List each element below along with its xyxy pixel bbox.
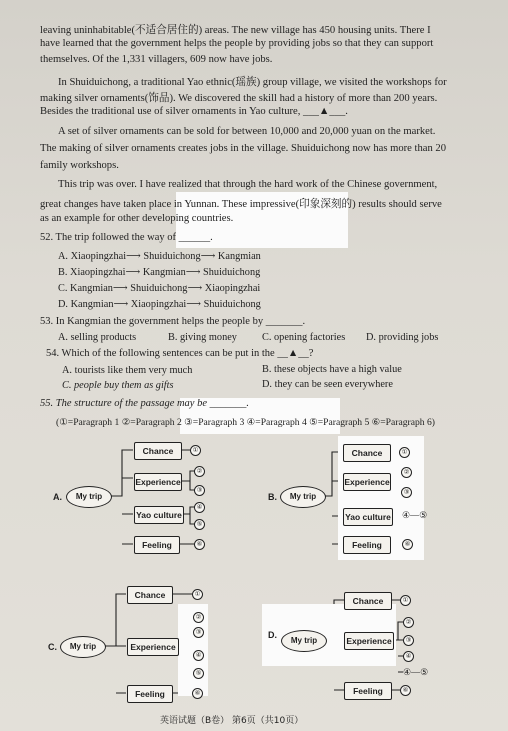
diagram-b-chance: Chance [343,444,391,462]
question-54-option-d[interactable]: D. they can be seen everywhere [262,379,393,390]
diagram-c-experience: Experience [127,638,179,656]
diagram-d-feeling: Feeling [344,682,392,700]
diagram-d-chance: Chance [344,592,392,610]
diagram-d-root: My trip [281,630,327,652]
diagram-c-exp-num-4: ⑤ [193,668,204,679]
diagram-a-yao-num-2: ⑤ [194,519,205,530]
diagram-c-exp-num-1: ② [193,612,204,623]
question-54-option-a[interactable]: A. tourists like them very much [62,365,193,376]
question-53-option-c[interactable]: C. opening factories [262,332,346,343]
question-53-stem: 53. In Kangmian the government helps the people by _______. [40,316,306,327]
question-52-stem: 52. The trip followed the way of ______. [40,232,213,243]
passage-line: as an example for other developing countries. [40,213,234,224]
diagram-a-chance: Chance [134,442,182,460]
diagram-c-root: My trip [60,636,106,658]
passage-line: This trip was over. I have realized that through the hard work of the Chinese government, [58,179,438,190]
diagram-b-chance-num: ① [399,447,410,458]
diagram-c-label: C. [48,642,57,652]
diagram-a-exp-num-2: ③ [194,485,205,496]
diagram-b-yao: Yao culture [343,508,393,526]
diagram-b-feeling-num: ⑥ [402,539,413,550]
diagram-a-yao: Yao culture [134,506,184,524]
diagram-a-label: A. [53,492,62,502]
question-55-legend: (①=Paragraph 1 ②=Paragraph 2 ③=Paragraph 3 ④=Paragraph 4 ⑤=Paragraph 5 ⑥=Paragraph 6) [56,417,435,428]
question-54-option-c[interactable]: C. people buy them as gifts [62,380,174,391]
passage-line: family workshops. [40,160,119,171]
diagram-c-exp-num-3: ④ [193,650,204,661]
question-53-option-d[interactable]: D. providing jobs [366,332,439,343]
diagram-d-exp-range: ④—⑤ [403,667,429,677]
diagram-b-root: My trip [280,486,326,508]
diagram-d-label: D. [268,630,277,640]
diagram-c-feeling: Feeling [127,685,173,703]
passage-line: have learned that the government helps the people by providing jobs so that they can support [40,38,434,49]
diagram-a-yao-num-1: ④ [194,502,205,513]
passage-line: A set of silver ornaments can be sold for between 10,000 and 20,000 yuan on the market. [58,126,436,137]
page-footer: 英语试题（B卷） 第6页（共10页） [160,716,304,726]
question-52-option-c[interactable]: C. Kangmian⟶ Shuiduichong⟶ Xiaopingzhai [58,283,261,294]
question-54-option-b[interactable]: B. these objects have a high value [262,364,402,375]
question-53-option-b[interactable]: B. giving money [168,332,237,343]
diagram-d-exp-num-2: ③ [403,635,414,646]
question-54-stem: 54. Which of the following sentences can be put in the __▲__? [46,348,314,359]
diagram-d-chance-num: ① [400,595,411,606]
diagram-d-exp-num-3: ④ [403,651,414,662]
question-55-stem: 55. The structure of the passage may be _______. [40,398,250,409]
diagram-d-experience: Experience [344,632,394,650]
diagram-a-root: My trip [66,486,112,508]
diagram-a-exp-num-1: ② [194,466,205,477]
diagram-b-experience: Experience [343,473,391,491]
diagram-c-chance: Chance [127,586,173,604]
diagram-c-chance-num: ① [192,589,203,600]
diagram-a-feeling-num: ⑥ [194,539,205,550]
diagram-a-chance-num: ① [190,445,201,456]
question-53-option-a[interactable]: A. selling products [58,332,137,343]
diagram-b-label: B. [268,492,277,502]
diagram-b-feeling: Feeling [343,536,391,554]
diagram-c-exp-num-2: ③ [193,627,204,638]
diagram-c-feeling-num: ⑥ [192,688,203,699]
passage-line: In Shuiduichong, a traditional Yao ethnic(瑶族) group village, we visited the workshops for [58,77,447,88]
diagram-a-feeling: Feeling [134,536,180,554]
question-52-option-d[interactable]: D. Kangmian⟶ Xiaopingzhai⟶ Shuiduichong [58,299,261,310]
diagram-b-exp-num-2: ③ [401,487,412,498]
passage-line: making silver ornaments(饰品). We discovered the skill had a history of more than 200 years. [40,93,438,104]
passage-line: leaving uninhabitable(不适合居住的) areas. The new village has 450 housing units. There I [40,25,431,36]
question-52-option-a[interactable]: A. Xiaopingzhai⟶ Shuiduichong⟶ Kangmian [58,251,261,262]
question-52-option-b[interactable]: B. Xiaopingzhai⟶ Kangmian⟶ Shuiduichong [58,267,261,278]
diagram-d-feeling-num: ⑥ [400,685,411,696]
diagram-d-exp-num-1: ② [403,617,414,628]
passage-line: Besides the traditional use of silver ornaments in Yao culture, ___▲___. [40,106,348,117]
passage-line: themselves. Of the 1,331 villagers, 609 now have jobs. [40,54,273,65]
diagram-b-yao-range: ④—⑤ [402,510,428,520]
passage-line: The making of silver ornaments creates jobs in the village. Shuiduichong now has more than 20 [40,143,447,154]
passage-line: great changes have taken place in Yunnan. These impressive(印象深刻的) results should serve [40,199,442,210]
diagram-a-experience: Experience [134,473,182,491]
diagram-b-exp-num-1: ② [401,467,412,478]
